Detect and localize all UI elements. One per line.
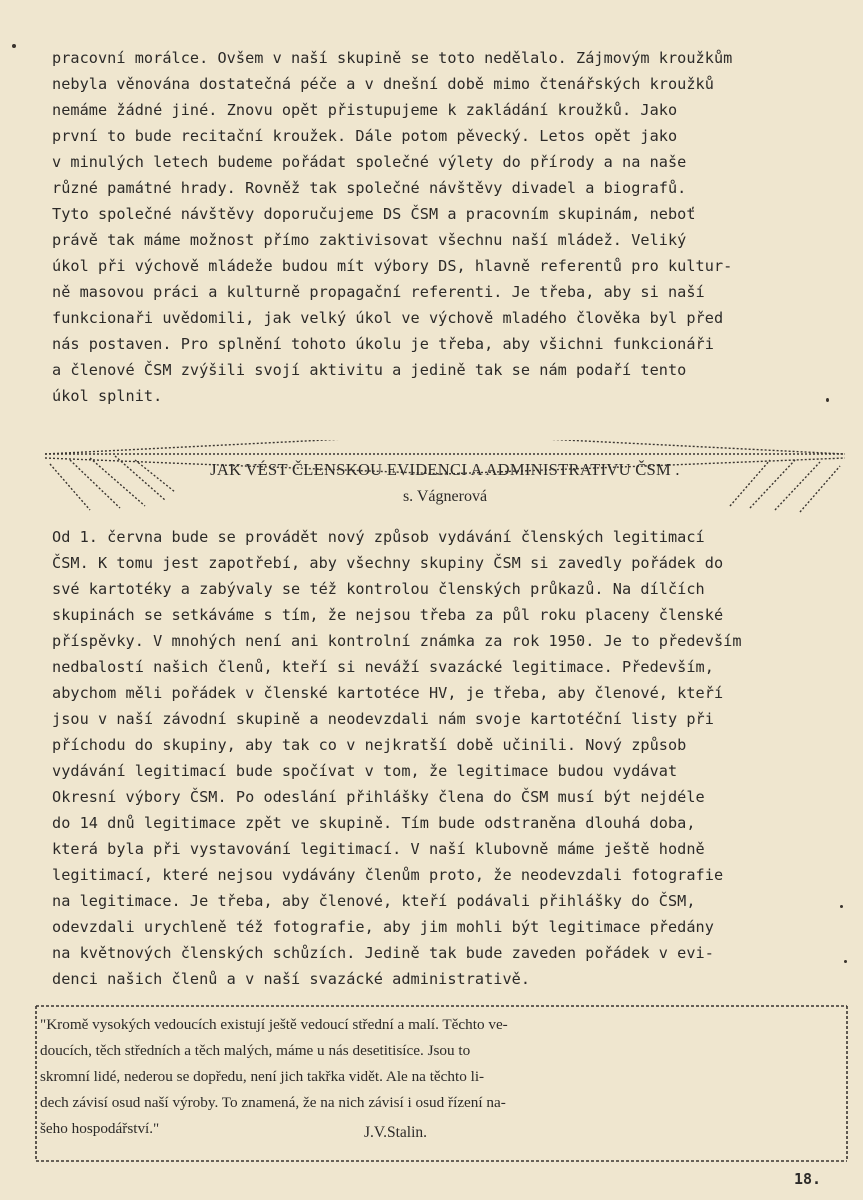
paragraph-culture bbox=[52, 45, 852, 409]
paragraph-membership bbox=[52, 524, 852, 992]
quote-text bbox=[40, 1012, 845, 1142]
text-line: která byla při vystavování legitimací. V naší klubovně máme ještě hodně bbox=[52, 840, 705, 858]
ink-speck bbox=[844, 960, 847, 963]
text-line: skupinách se setkáváme s tím, že nejsou třeba za půl roku placeny členské bbox=[52, 606, 724, 624]
heading-author: s. Vágnerová bbox=[402, 488, 488, 505]
ink-speck bbox=[12, 44, 16, 48]
text-line: úkol při výchově mládeže budou mít výbory DS, hlavně referentů pro kultur- bbox=[52, 257, 733, 275]
ink-speck bbox=[840, 905, 843, 908]
text-line: úkol splnit. bbox=[52, 387, 163, 405]
text-line: do 14 dnů legitimace zpět ve skupině. Tím bude odstraněna dlouhá doba, bbox=[52, 814, 696, 832]
text-line: nás postaven. Pro splnění tohoto úkolu je třeba, aby všichni funkcionáři bbox=[52, 335, 714, 353]
quote-line: dech závisí osud naší výroby. To znamená, že na nich závisí i osud řízení na- bbox=[40, 1094, 506, 1111]
text-line: v minulých letech budeme pořádat společné výlety do přírody a na naše bbox=[52, 153, 687, 171]
text-line: příspěvky. V mnohých není ani kontrolní známka za rok 1950. Je to především bbox=[52, 632, 742, 650]
text-line: nebyla věnována dostatečná péče a v dnešní době mimo čtenářských kroužků bbox=[52, 75, 714, 93]
text-line: Od 1. června bude se provádět nový způsob vydávání členských legitimací bbox=[52, 528, 705, 546]
text-line: Okresní výbory ČSM. Po odeslání přihlášky člena do ČSM musí být nejdéle bbox=[52, 788, 705, 806]
text-line: a členové ČSM zvýšili svojí aktivitu a jedině tak se nám podaří tento bbox=[52, 361, 687, 379]
text-line: různé památné hrady. Rovněž tak společné návštěvy divadel a biografů. bbox=[52, 179, 687, 197]
quote-line: "Kromě vysokých vedoucích existují ještě vedoucí střední a malí. Těchto ve- bbox=[40, 1016, 508, 1033]
quote-line: šeho hospodářství." bbox=[40, 1120, 160, 1137]
text-line: funkcionaři uvědomili, jak velký úkol ve výchově mladého člověka byl před bbox=[52, 309, 724, 327]
text-line: právě tak máme možnost přímo zaktivisovat všechnu naší mládež. Veliký bbox=[52, 231, 687, 249]
text-line: na květnových členských schůzích. Jedině tak bude zaveden pořádek v evi- bbox=[52, 944, 714, 962]
text-line: legitimací, které nejsou vydávány členům proto, že neodevzdali fotografie bbox=[52, 866, 724, 884]
text-line: denci našich členů a v naší svazácké administrativě. bbox=[52, 970, 531, 988]
ink-speck bbox=[826, 398, 829, 402]
text-line: jsou v naší závodní skupině a neodevzdali nám svoje kartotéční listy při bbox=[52, 710, 714, 728]
text-line: první to bude recitační kroužek. Dále potom pěvecký. Letos opět jako bbox=[52, 127, 678, 145]
quote-line: skromní lidé, nederou se dopředu, není jich takřka vidět. Ale na těchto li- bbox=[40, 1068, 485, 1085]
text-line: pracovní morálce. Ovšem v naší skupině se toto nedělalo. Zájmovým kroužkům bbox=[52, 49, 733, 67]
heading-ornament bbox=[40, 440, 850, 522]
text-line: na legitimace. Je třeba, aby členové, kteří podávali přihlášky do ČSM, bbox=[52, 892, 696, 910]
quote-author: J.V.Stalin. bbox=[364, 1124, 428, 1141]
text-line: nemáme žádné jiné. Znovu opět přistupujeme k zakládání kroužků. Jako bbox=[52, 101, 678, 119]
text-line: své kartotéky a zabývaly se též kontrolou členských průkazů. Na dílčích bbox=[52, 580, 705, 598]
text-line: příchodu do skupiny, aby tak co v nejkratší době učinili. Nový způsob bbox=[52, 736, 687, 754]
text-line: ČSM. K tomu jest zapotřebí, aby všechny skupiny ČSM si zavedly pořádek do bbox=[52, 554, 724, 572]
quote-line: doucích, těch středních a těch malých, máme u nás desetitisíce. Jsou to bbox=[40, 1042, 471, 1059]
text-line: Tyto společné návštěvy doporučujeme DS ČSM a pracovním skupinám, neboť bbox=[52, 205, 696, 223]
text-line: vydávání legitimací bude spočívat v tom, že legitimace budou vydávat bbox=[52, 762, 678, 780]
text-line: abychom měli pořádek v členské kartotéce HV, je třeba, aby členové, kteří bbox=[52, 684, 724, 702]
heading-title: JAK VÉST ČLENSKOU EVIDENCI A ADMINISTRATIVU ČSM . bbox=[210, 460, 680, 479]
page-number: 18. bbox=[794, 1170, 822, 1188]
section-heading bbox=[40, 440, 850, 522]
text-line: nedbalostí našich členů, kteří si neváží svazácké legitimace. Především, bbox=[52, 658, 714, 676]
text-line: odevzdali urychleně též fotografie, aby jim mohli být legitimace předány bbox=[52, 918, 714, 936]
quote-box bbox=[34, 1004, 849, 1164]
text-line: ně masovou práci a kulturně propagační referenti. Je třeba, aby si naší bbox=[52, 283, 705, 301]
